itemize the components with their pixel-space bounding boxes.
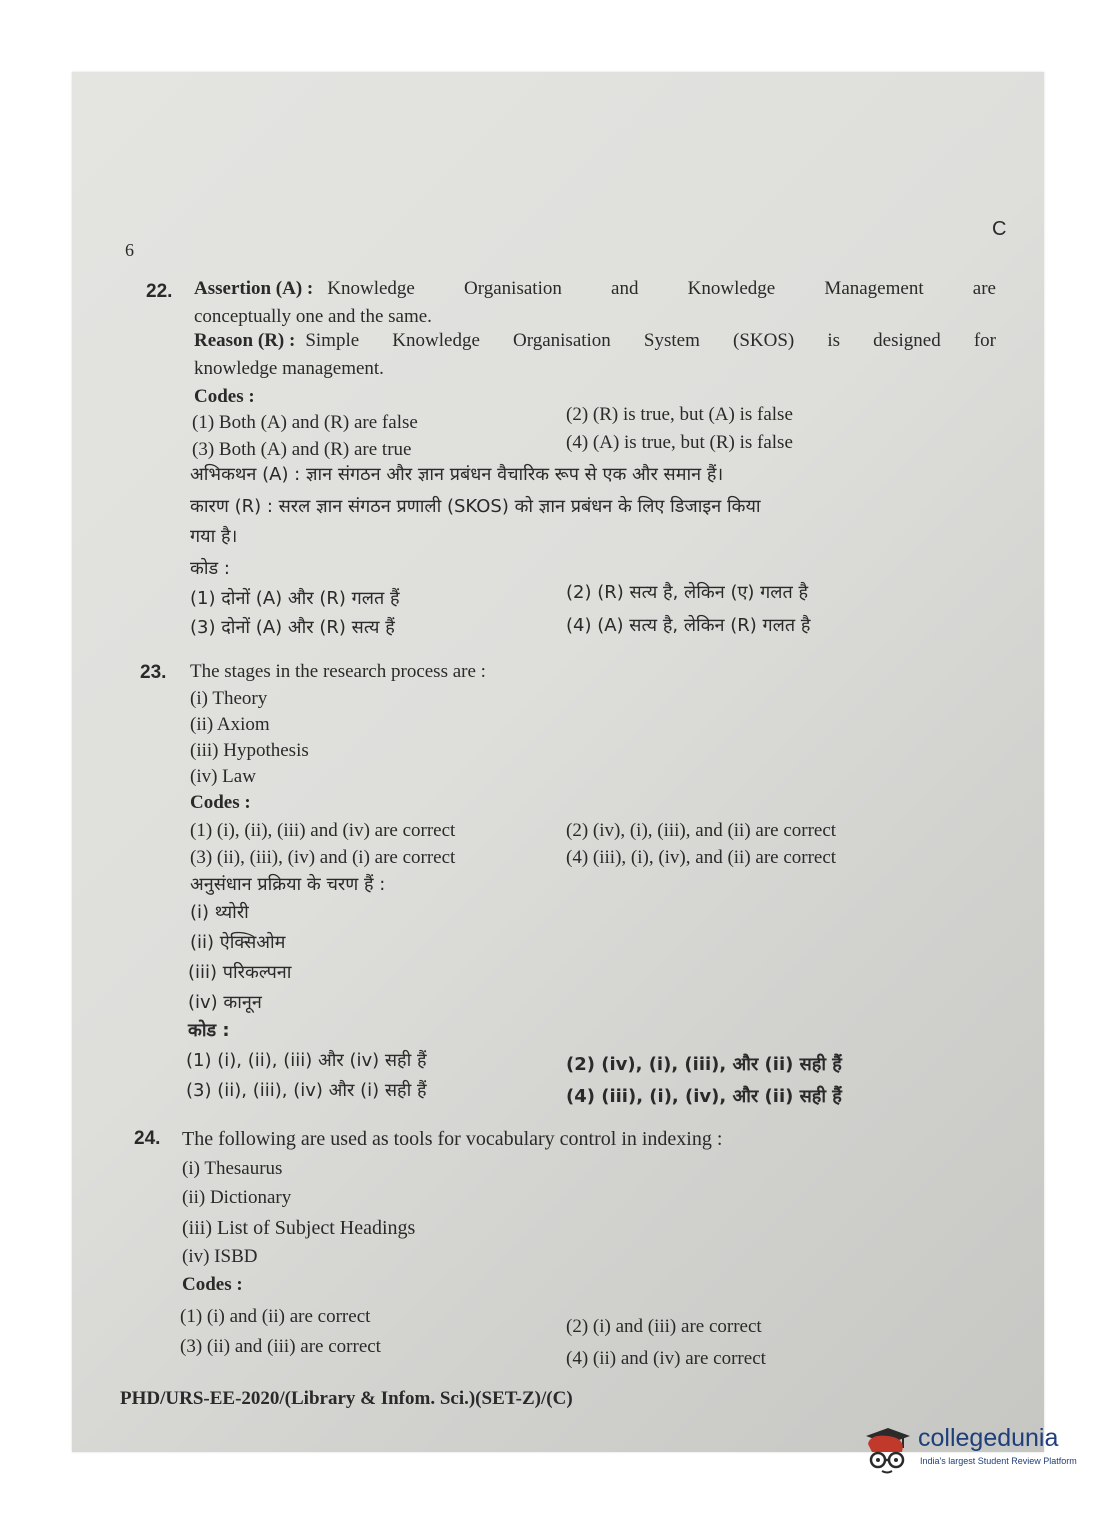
question-number: 23. xyxy=(140,662,167,683)
hindi-reason-continued: गया है। xyxy=(190,526,238,547)
assertion-line xyxy=(194,278,996,300)
option-3: (3) (ii) and (iii) are correct xyxy=(180,1336,381,1357)
hindi-option-2: (2) (R) सत्य है, लेकिन (ए) गलत है xyxy=(566,582,809,603)
option-4: (4) (iii), (i), (iv), and (ii) are correct xyxy=(566,847,837,868)
list-item: (iii) Hypothesis xyxy=(190,740,309,761)
codes-label: Codes : xyxy=(182,1274,243,1295)
hindi-list-item: (iv) कानून xyxy=(188,992,262,1013)
hindi-reason: कारण (R) : सरल ज्ञान संगठन प्रणाली (SKOS) को ज्ञान प्रबंधन के लिए डिजाइन किया xyxy=(190,496,761,517)
list-item: (ii) Dictionary xyxy=(182,1187,292,1208)
hindi-codes-label: कोड : xyxy=(190,558,230,579)
option-2: (2) (R) is true, but (A) is false xyxy=(566,404,793,425)
hindi-option-3: (3) दोनों (A) और (R) सत्य हैं xyxy=(190,617,395,638)
collegedunia-watermark xyxy=(858,1420,1086,1480)
hindi-option-2: (2) (iv), (i), (iii), और (ii) सही हैं xyxy=(566,1054,842,1075)
question-stem: The stages in the research process are : xyxy=(190,661,486,682)
logo-name: collegedunia xyxy=(918,1424,1059,1452)
option-1: (1) Both (A) and (R) are false xyxy=(192,412,418,433)
reason-text: Simple Knowledge Organisation System (SKOS) is designed for xyxy=(305,330,996,351)
option-1: (1) (i), (ii), (iii) and (iv) are correct xyxy=(190,820,456,841)
reason-line xyxy=(194,330,996,352)
option-3: (3) Both (A) and (R) are true xyxy=(192,439,412,460)
question-stem xyxy=(182,1128,722,1151)
reason-label: Reason (R) : xyxy=(194,330,296,351)
set-letter: C xyxy=(992,218,1007,240)
codes-label: Codes : xyxy=(194,386,255,407)
hindi-assertion: अभिकथन (A) : ज्ञान संगठन और ज्ञान प्रबंधन वैचारिक रूप से एक और समान हैं। xyxy=(190,464,724,485)
option-4: (4) (ii) and (iv) are correct xyxy=(566,1348,766,1369)
option-2: (2) (iv), (i), (iii), and (ii) are correct xyxy=(566,820,837,841)
list-item: (iii) List of Subject Headings xyxy=(182,1217,416,1239)
hindi-list-item: (iii) परिकल्पना xyxy=(188,962,292,983)
list-item: (iv) Law xyxy=(190,766,256,787)
hindi-option-1: (1) दोनों (A) और (R) गलत हैं xyxy=(190,588,400,609)
assertion-text: Knowledge Organisation and Knowledge Management are xyxy=(327,278,996,299)
hindi-option-3: (3) (ii), (iii), (iv) और (i) सही हैं xyxy=(186,1080,427,1101)
reason-continued: knowledge management. xyxy=(194,358,384,379)
question-number: 22. xyxy=(146,281,173,302)
assertion-label: Assertion (A) : xyxy=(194,278,314,299)
option-1: (1) (i) and (ii) are correct xyxy=(180,1306,371,1327)
hindi-codes-label: कोड : xyxy=(188,1020,230,1041)
option-4: (4) (A) is true, but (R) is false xyxy=(566,432,793,453)
stem-text: The following are used as tools for vocabulary control in indexing : xyxy=(182,1128,723,1150)
list-item: (ii) Axiom xyxy=(190,714,270,735)
page-number: 6 xyxy=(125,240,134,260)
hindi-list-item: (i) थ्योरी xyxy=(190,902,249,923)
exam-page xyxy=(72,72,1044,1452)
list-item: (i) Thesaurus xyxy=(182,1158,283,1179)
option-2: (2) (i) and (iii) are correct xyxy=(566,1316,762,1337)
assertion-continued: conceptually one and the same. xyxy=(194,306,432,327)
hindi-option-4: (4) (A) सत्य है, लेकिन (R) गलत है xyxy=(566,615,811,636)
codes-label: Codes : xyxy=(190,792,251,813)
logo-tagline: India's largest Student Review Platform xyxy=(920,1456,1077,1466)
list-item: (i) Theory xyxy=(190,688,268,709)
list-item: (iv) ISBD xyxy=(182,1246,258,1267)
hindi-option-4: (4) (iii), (i), (iv), और (ii) सही हैं xyxy=(566,1086,842,1107)
paper-code-footer: PHD/URS-EE-2020/(Library & Infom. Sci.)(SET-Z)/(C) xyxy=(120,1388,573,1409)
hindi-question-stem: अनुसंधान प्रक्रिया के चरण हैं : xyxy=(190,874,386,895)
hindi-list-item: (ii) ऐक्सिओम xyxy=(190,932,286,953)
option-3: (3) (ii), (iii), (iv) and (i) are correct xyxy=(190,847,456,868)
question-number: 24. xyxy=(134,1128,161,1149)
graduate-mascot-icon xyxy=(858,1422,914,1478)
hindi-option-1: (1) (i), (ii), (iii) और (iv) सही हैं xyxy=(186,1050,427,1071)
